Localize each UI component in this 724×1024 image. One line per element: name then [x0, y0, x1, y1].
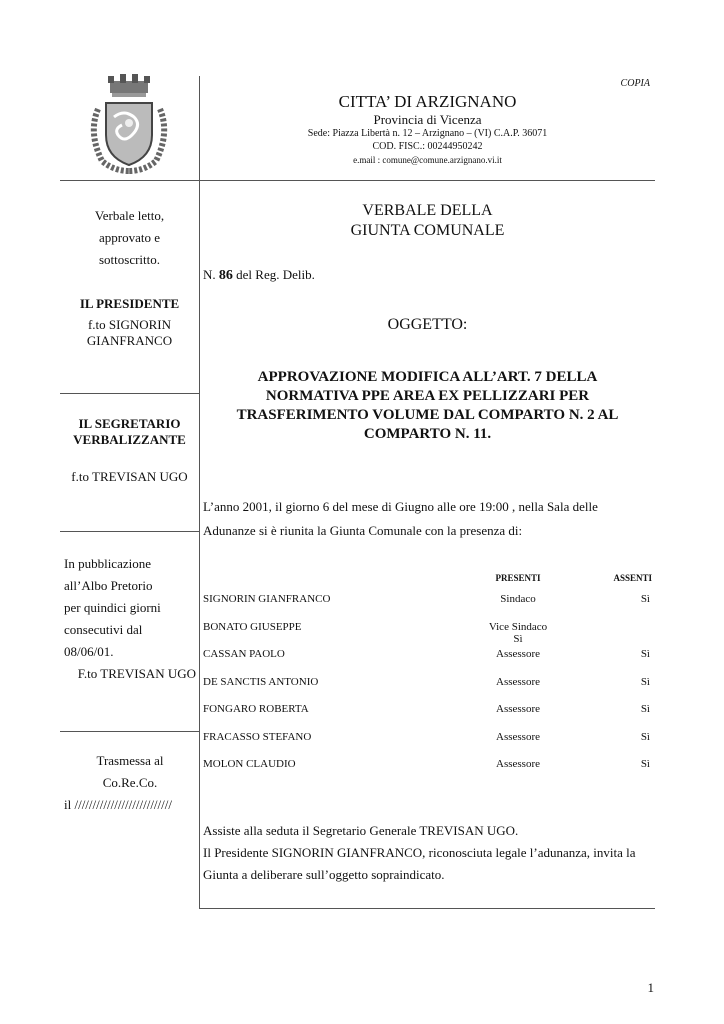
member-role: Assessore: [496, 731, 540, 743]
document-title-line: GIUNTA COMUNALE: [350, 222, 505, 239]
member-name: DE SANCTIS ANTONIO: [203, 676, 319, 688]
province-name: Provincia di Vicenza: [373, 112, 482, 127]
publication-line: per quindici giorni: [64, 600, 161, 615]
read-line: Verbale letto,: [94, 208, 165, 223]
publication-line: consecutivi dal: [64, 622, 143, 637]
intro-line: L’anno 2001, il giorno 6 del mese di Giugno alle ore 19:00 , nella Sala delle: [203, 499, 598, 514]
member-mark: Sì: [640, 648, 650, 660]
secretary-title: [60, 416, 199, 448]
president-name: [60, 317, 199, 349]
transmission-line: Trasmessa al: [96, 753, 164, 768]
member-mark: Sì: [640, 758, 650, 770]
present-header: PRESENTI: [495, 573, 541, 583]
left-divider-2: [60, 531, 199, 532]
member-mark: Sì: [640, 731, 650, 743]
document-title: [200, 201, 655, 241]
member-role: Sindaco: [500, 593, 536, 605]
publication-line: F.to TREVISAN UGO: [77, 666, 196, 681]
subject-label: OGGETTO:: [387, 316, 468, 333]
member-mark: Sì: [640, 593, 650, 605]
bottom-divider: [199, 908, 655, 909]
president-name-line: GIANFRANCO: [86, 333, 173, 348]
header-divider: [60, 180, 655, 181]
transmission-note: [64, 750, 196, 816]
registry-prefix: N.: [203, 267, 216, 282]
address: Sede: Piazza Libertà n. 12 – Arzignano – (VI) C.A.P. 36071: [307, 128, 548, 139]
member-role: Assessore: [496, 648, 540, 660]
publication-line: In pubblicazione: [64, 556, 151, 571]
publication-line: all’Albo Pretorio: [64, 578, 153, 593]
subject-line: APPROVAZIONE MODIFICA ALL’ART. 7 DELLA: [257, 369, 598, 385]
subject-line: TRASFERIMENTO VOLUME DAL COMPARTO N. 2 AL: [236, 407, 619, 423]
coat-of-arms-logo: [84, 73, 174, 175]
member-name: SIGNORIN GIANFRANCO: [203, 593, 331, 605]
member-role: Vice Sindaco: [488, 621, 548, 633]
left-divider-3: [60, 731, 199, 732]
member-role: Assessore: [496, 758, 540, 770]
member-mark: Sì: [640, 703, 650, 715]
secretary-name: f.to TREVISAN UGO: [71, 469, 188, 484]
secretary-title-line: IL SEGRETARIO: [78, 416, 181, 431]
member-name: BONATO GIUSEPPE: [203, 621, 302, 633]
read-approved-note: [60, 205, 199, 271]
transmission-line: il ///////////////////////////: [64, 797, 172, 812]
member-role: Assessore: [496, 676, 540, 688]
subject-line: NORMATIVA PPE AREA EX PELLIZZARI PER: [265, 388, 590, 404]
subject-line: COMPARTO N. 11.: [363, 426, 492, 442]
read-line: approvato e: [98, 230, 160, 245]
intro-line: Adunanze si è riunita la Giunta Comunale con la presenza di:: [203, 523, 523, 538]
page-number: 1: [647, 980, 654, 995]
registry-number: [203, 267, 315, 284]
member-name: CASSAN PAOLO: [203, 648, 285, 660]
subject-text: [200, 368, 655, 444]
meeting-intro: [203, 495, 658, 543]
city-name: CITTA’ DI ARZIGNANO: [338, 92, 517, 111]
document-title-line: VERBALE DELLA: [362, 202, 493, 219]
secretary-title-line: VERBALIZZANTE: [73, 432, 186, 447]
email-address[interactable]: e.mail : comune@comune.arzignano.vi.it: [353, 155, 502, 165]
closing-line: Assiste alla seduta il Segretario Generale TREVISAN UGO.: [203, 823, 519, 838]
member-role-mark: Sì: [513, 633, 523, 645]
member-mark: Sì: [640, 676, 650, 688]
copy-label: COPIA: [620, 78, 650, 89]
member-name: FONGARO ROBERTA: [203, 703, 309, 715]
member-name: FRACASSO STEFANO: [203, 731, 312, 743]
closing-text: [203, 820, 658, 886]
president-title: IL PRESIDENTE: [79, 296, 180, 311]
read-line: sottoscritto.: [98, 252, 161, 267]
registry-suffix: del Reg. Delib.: [236, 267, 315, 282]
member-name: MOLON CLAUDIO: [203, 758, 296, 770]
left-divider-1: [60, 393, 199, 394]
member-role: Assessore: [496, 703, 540, 715]
publication-note: [64, 553, 196, 685]
absent-header: ASSENTI: [613, 573, 652, 583]
publication-line: 08/06/01.: [64, 644, 114, 659]
president-name-line: f.to SIGNORIN: [87, 317, 172, 332]
closing-line: Il Presidente SIGNORIN GIANFRANCO, riconosciuta legale l’adunanza, invita la: [203, 845, 636, 860]
fiscal-code: COD. FISC.: 00244950242: [372, 141, 483, 152]
registry-value: 86: [218, 268, 233, 283]
transmission-line: Co.Re.Co.: [102, 775, 158, 790]
closing-line: Giunta a deliberare sull’oggetto sopraindicato.: [203, 867, 445, 882]
